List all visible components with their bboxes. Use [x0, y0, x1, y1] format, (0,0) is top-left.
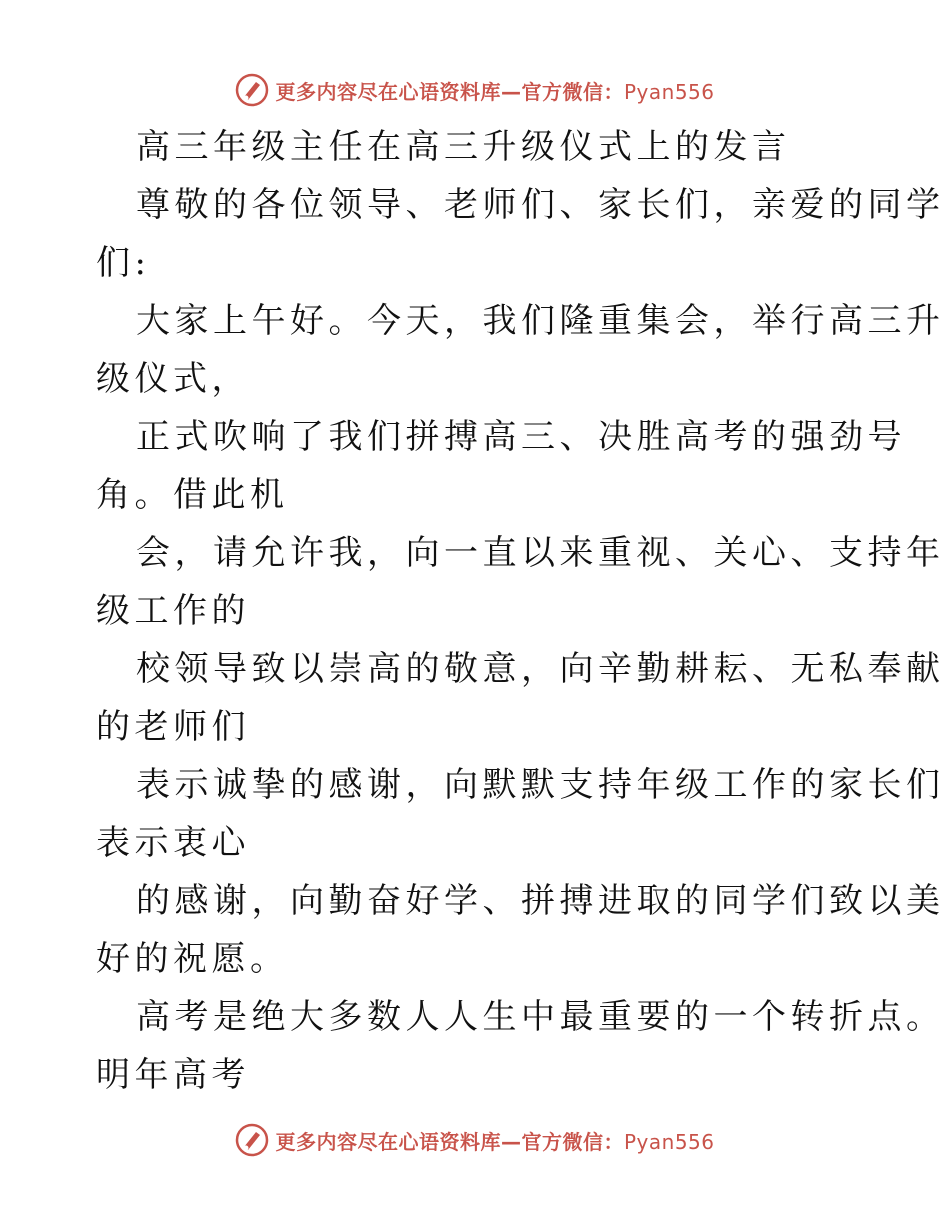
paragraph-line: 们:	[96, 243, 151, 283]
paragraph-line: 表示诚挚的感谢，向默默支持年级工作的家长们	[136, 765, 945, 805]
watermark-text: 更多内容尽在心语资料库—官方微信：Pyan556	[275, 1129, 715, 1154]
pen-circle-logo-icon	[235, 73, 269, 107]
paragraph-line: 角。借此机	[96, 475, 289, 515]
paragraph-line: 的老师们	[96, 707, 250, 747]
paragraph-line: 好的祝愿。	[96, 939, 289, 979]
paragraph-line: 正式吹响了我们拼搏高三、决胜高考的强劲号	[136, 417, 906, 457]
paragraph-line: 级工作的	[96, 591, 250, 631]
paragraph-line: 表示衷心	[96, 823, 250, 863]
paragraph-line: 校领导致以崇高的敬意，向辛勤耕耘、无私奉献	[136, 649, 945, 689]
paragraph-line: 明年高考	[96, 1055, 250, 1095]
paragraph-line: 大家上午好。今天，我们隆重集会，举行高三升	[136, 301, 945, 341]
footer-watermark	[0, 1120, 950, 1160]
header-watermark	[0, 70, 950, 110]
pen-circle-logo-icon	[235, 1123, 269, 1157]
paragraph-line: 尊敬的各位领导、老师们、家长们，亲爱的同学	[136, 185, 945, 225]
paragraph-line: 的感谢，向勤奋好学、拼搏进取的同学们致以美	[136, 881, 945, 921]
watermark-text: 更多内容尽在心语资料库—官方微信：Pyan556	[275, 79, 715, 104]
paragraph-line: 高考是绝大多数人人生中最重要的一个转折点。	[136, 997, 945, 1037]
document-body	[96, 118, 945, 1104]
document-title: 高三年级主任在高三升级仪式上的发言	[136, 127, 791, 167]
paragraph-line: 级仪式，	[96, 359, 250, 399]
paragraph-line: 会，请允许我，向一直以来重视、关心、支持年	[136, 533, 945, 573]
